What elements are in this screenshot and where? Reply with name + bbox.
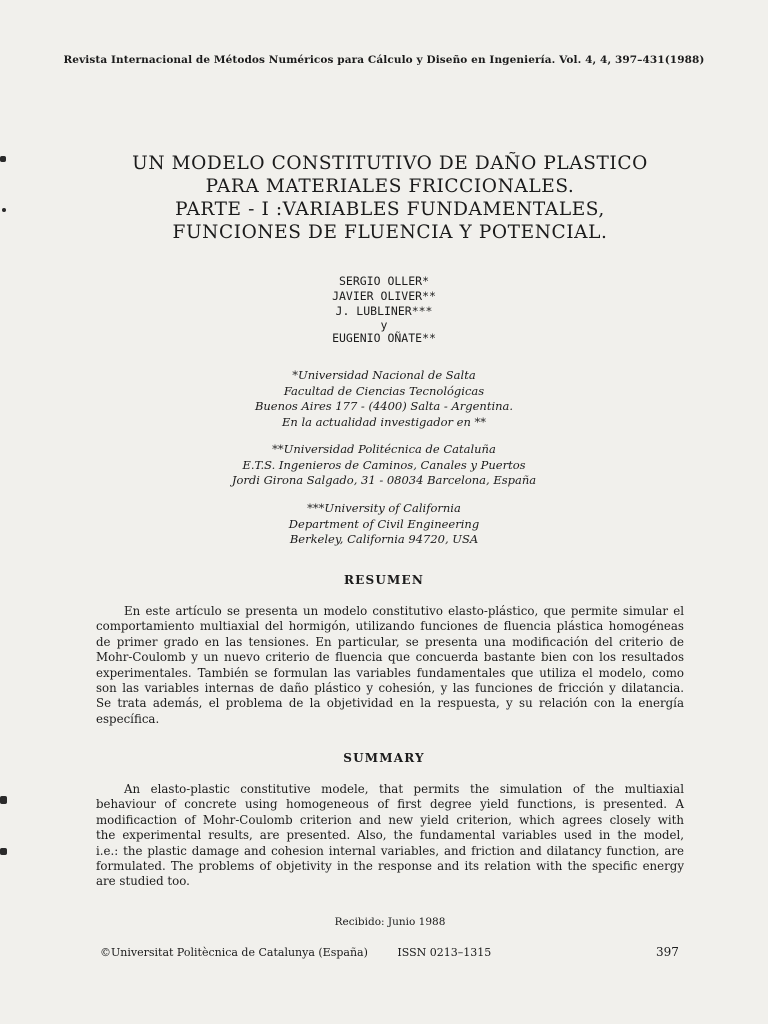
affiliation-line: E.T.S. Ingenieros de Caminos, Canales y Puertos xyxy=(242,457,526,472)
abstract-line: behaviour of concrete using homogeneous of first degree yield functions, is presented. A xyxy=(96,797,684,812)
footer xyxy=(100,946,491,959)
affiliation-line: Buenos Aires 177 - (4400) Salta - Argentina. xyxy=(254,399,514,413)
author: JAVIER OLIVER** xyxy=(332,289,436,303)
abstract-line: de primer grado en las tensiones. En particular, se presenta una modificación del criterio de xyxy=(96,634,684,649)
scan-artifact xyxy=(0,848,7,855)
affiliation-line: En la actualidad investigador en ** xyxy=(281,414,487,429)
author: SERGIO OLLER* xyxy=(338,274,429,288)
affiliation-line: ***University of California xyxy=(307,501,461,515)
affiliation-upc xyxy=(0,442,768,489)
author-conjunction: y xyxy=(380,318,388,332)
author-list xyxy=(0,274,768,346)
scan-artifact xyxy=(0,156,6,162)
page-number: 397 xyxy=(656,945,679,959)
abstract-line: son las variables internas de daño plástico y cohesión, y las funciones de fricción y dilatancia. xyxy=(96,681,684,696)
affiliation-line: Berkeley, California 94720, USA xyxy=(289,532,479,546)
issn: ISSN 0213–1315 xyxy=(397,946,492,959)
scan-artifact xyxy=(2,208,6,212)
title-line: FUNCIONES DE FLUENCIA Y POTENCIAL. xyxy=(172,222,608,243)
affiliation-line: **Universidad Politécnica de Cataluña xyxy=(272,442,496,456)
abstract-line: the experimental results, are presented. Also, the fundamental variables used in the model, xyxy=(96,828,684,843)
journal-citation: Revista Internacional de Métodos Numéricos para Cálculo y Diseño en Ingeniería. Vol. 4, 4, 397–431(1988) xyxy=(63,54,705,66)
summary-abstract xyxy=(96,782,684,890)
abstract-line: formulated. The problems of objetivity in the response and its relation with the specific energy xyxy=(96,859,684,874)
abstract-line: An elasto-plastic constitutive modele, that permits the simulation of the multiaxial xyxy=(124,782,684,796)
title-line: UN MODELO CONSTITUTIVO DE DAÑO PLASTICO xyxy=(132,153,648,174)
title-line: PARTE - I :VARIABLES FUNDAMENTALES, xyxy=(175,199,605,220)
scan-artifact xyxy=(0,796,7,804)
summary-heading: SUMMARY xyxy=(343,751,425,765)
author: J. LUBLINER*** xyxy=(335,304,433,318)
abstract-line: experimentales. También se formulan las variables fundamentales que utiliza el modelo, como xyxy=(96,665,684,680)
affiliation-line: *Universidad Nacional de Salta xyxy=(292,368,476,382)
resumen-abstract xyxy=(96,604,684,727)
abstract-line: En este artículo se presenta un modelo constitutivo elasto-plástico, que permite simular el xyxy=(124,604,684,618)
affiliation-salta xyxy=(0,368,768,430)
abstract-line: comportamiento multiaxial del hormigón, utilizando funciones de fluencia plástica homogéneas xyxy=(96,619,684,634)
abstract-line: modificaction of Mohr-Coulomb criterion and new yield criterion, which agrees closely with xyxy=(96,812,684,827)
abstract-line: Se trata además, el problema de la objetividad en la respuesta, y su relación con la energía xyxy=(96,696,684,711)
affiliation-line: Department of Civil Engineering xyxy=(288,516,480,531)
affiliation-line: Facultad de Ciencias Tecnológicas xyxy=(283,383,485,398)
abstract-line: are studied too. xyxy=(96,874,190,889)
copyright-notice: ©Universitat Politècnica de Catalunya (España) xyxy=(100,946,368,959)
abstract-line: Mohr-Coulomb y un nuevo criterio de fluencia que concuerda bastante bien con los resultados xyxy=(96,650,684,665)
title-line: PARA MATERIALES FRICCIONALES. xyxy=(205,176,575,197)
affiliation-berkeley xyxy=(0,501,768,548)
affiliation-line: Jordi Girona Salgado, 31 - 08034 Barcelona, España xyxy=(231,473,537,487)
author: EUGENIO OÑATE** xyxy=(332,331,436,345)
received-date: Recibido: Junio 1988 xyxy=(334,916,446,928)
abstract-line: específica. xyxy=(96,711,160,726)
paper-title xyxy=(60,152,720,244)
resumen-heading: RESUMEN xyxy=(343,573,425,587)
abstract-line: i.e.: the plastic damage and cohesion internal variables, and friction and dilatancy function, are xyxy=(96,843,684,858)
